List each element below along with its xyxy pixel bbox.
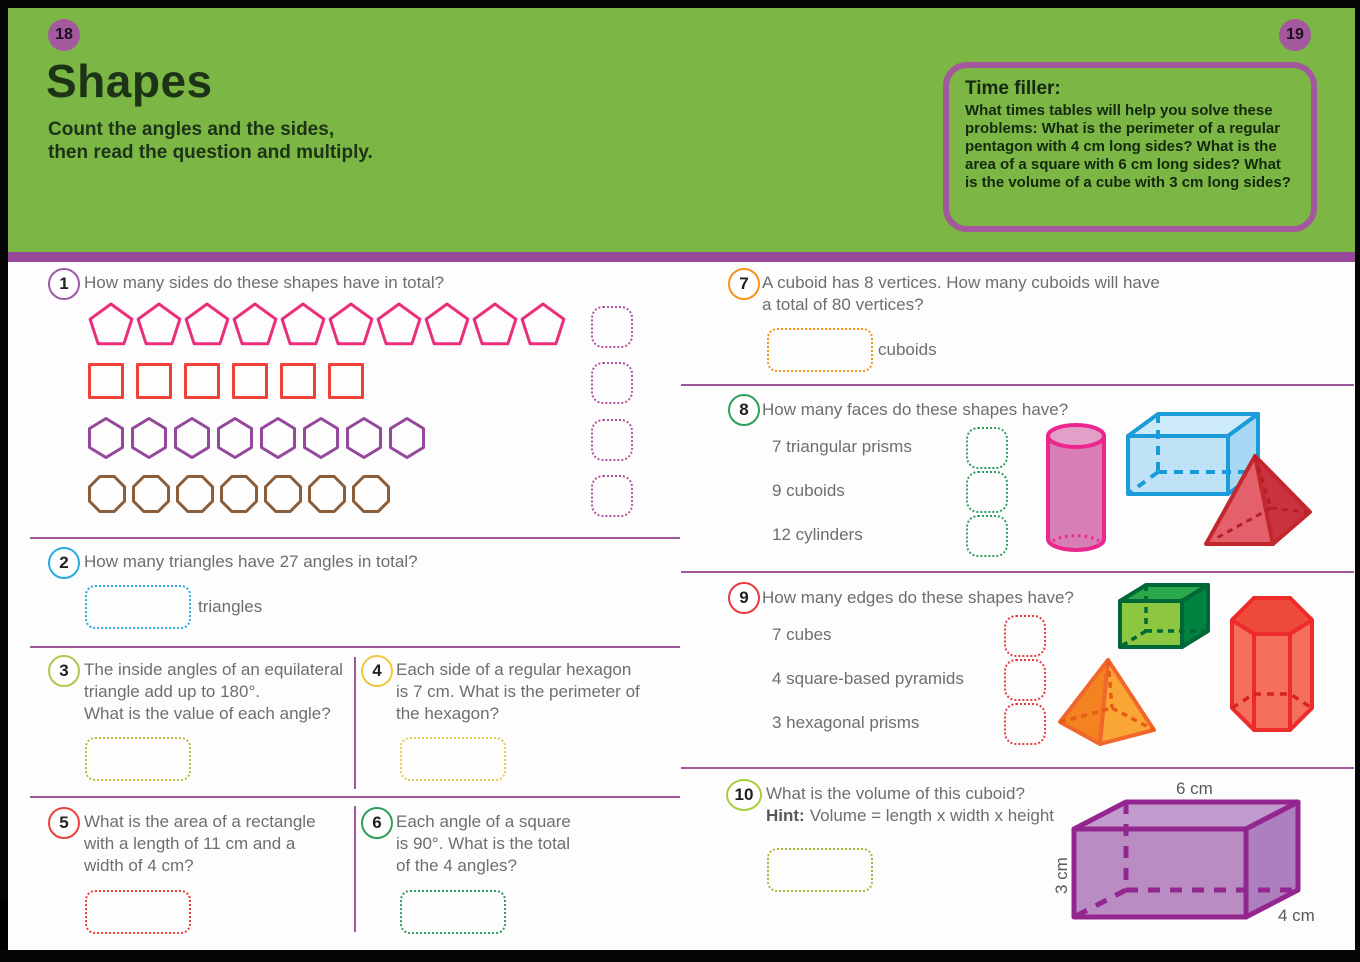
pentagon-shape: [328, 302, 374, 347]
q7-answer-box[interactable]: [767, 328, 873, 372]
hexagon-shape: [303, 417, 339, 459]
q7-line-2: a total of 80 vertices?: [762, 295, 924, 314]
q10-answer-box[interactable]: [767, 848, 873, 892]
rule-under-q3-q4: [30, 796, 680, 798]
q1-row-pentagons: [88, 302, 568, 347]
bottom-border: [0, 950, 1360, 962]
rule-under-q1: [30, 537, 680, 539]
pentagon-shape: [520, 302, 566, 347]
subtitle-line-2: then read the question and multiply.: [48, 142, 373, 163]
q8-answer-box-1[interactable]: [966, 427, 1008, 469]
q7-answer-unit: cuboids: [878, 340, 937, 359]
subtitle-line-1: Count the angles and the sides,: [48, 119, 335, 140]
pentagon-shape: [88, 302, 134, 347]
divider-q3-q4: [354, 657, 356, 789]
q9-answer-box-3[interactable]: [1004, 703, 1046, 745]
rule-under-q7: [681, 384, 1354, 386]
pentagon-shape: [232, 302, 278, 347]
q3-line-1: The inside angles of an equilateral: [84, 660, 343, 679]
question-8-text: How many faces do these shapes have?: [762, 400, 1069, 419]
question-10-text: What is the volume of this cuboid?: [766, 784, 1025, 803]
q10-hint-text: Volume = length x width x height: [809, 806, 1055, 825]
pentagon-shape: [472, 302, 518, 347]
q8-item-1: 7 triangular prisms: [772, 437, 912, 456]
q4-line-3: the hexagon?: [396, 704, 500, 723]
q5-line-3: width of 4 cm?: [84, 856, 194, 875]
rule-under-q8: [681, 571, 1354, 573]
question-9-text: How many edges do these shapes have?: [762, 588, 1074, 607]
question-2-number: 2: [48, 547, 80, 579]
left-border: [0, 0, 8, 900]
q4-line-1: Each side of a regular hexagon: [396, 660, 632, 679]
q1-answer-box-3[interactable]: [591, 419, 633, 461]
page-number-right: 19: [1279, 19, 1311, 51]
cuboid-height-label: 3 cm: [1052, 857, 1071, 894]
q8-item-2: 9 cuboids: [772, 481, 845, 500]
time-filler-title: Time filler:: [965, 78, 1061, 99]
q2-answer-box[interactable]: [85, 585, 191, 629]
q1-answer-box-1[interactable]: [591, 306, 633, 348]
q5-line-2: with a length of 11 cm and a: [84, 834, 296, 853]
q3-line-2: triangle add up to 180°.: [84, 682, 260, 701]
q6-line-3: of the 4 angles?: [396, 856, 517, 875]
pentagon-shape: [376, 302, 422, 347]
question-1-text: How many sides do these shapes have in total?: [84, 273, 445, 292]
question-3-number: 3: [48, 655, 80, 687]
square-shape: [280, 363, 316, 399]
cube-illustration: [1116, 581, 1212, 651]
time-filler-body: What times tables will help you solve these problems: What is the perimeter of a regular pentagon with 4 cm long sides? What is the area of a square with 6 cm long sides? What is the volume of a cube with 3 cm long sides?: [965, 102, 1291, 191]
hexagonal-prism-illustration: [1226, 588, 1318, 748]
question-7-text: [762, 272, 1160, 316]
question-1-number: 1: [48, 268, 80, 300]
octagon-shape: [176, 475, 214, 513]
q9-item-2: 4 square-based pyramids: [772, 669, 964, 688]
q10-hint-label: Hint:: [766, 806, 805, 825]
hexagon-shape: [174, 417, 210, 459]
square-shape: [136, 363, 172, 399]
question-9-number: 9: [728, 582, 760, 614]
page-title: Shapes: [46, 55, 213, 107]
q9-answer-box-2[interactable]: [1004, 659, 1046, 701]
hexagon-shape: [88, 417, 124, 459]
q7-line-1: A cuboid has 8 vertices. How many cuboids will have: [762, 273, 1160, 292]
q1-row-squares: [88, 363, 376, 399]
cylinder-illustration: [1043, 422, 1109, 554]
pentagon-shape: [136, 302, 182, 347]
pentagon-shape: [184, 302, 230, 347]
hexagon-shape: [389, 417, 425, 459]
square-shape: [328, 363, 364, 399]
q6-line-1: Each angle of a square: [396, 812, 571, 831]
square-shape: [88, 363, 124, 399]
q4-line-2: is 7 cm. What is the perimeter of: [396, 682, 640, 701]
labelled-cuboid-illustration: [1066, 791, 1310, 925]
q4-answer-box[interactable]: [400, 737, 506, 781]
right-border: [1355, 0, 1360, 950]
q8-answer-box-2[interactable]: [966, 471, 1008, 513]
q3-line-3: What is the value of each angle?: [84, 704, 331, 723]
header-divider-band: [8, 252, 1355, 262]
q1-answer-box-4[interactable]: [591, 475, 633, 517]
q6-line-2: is 90°. What is the total: [396, 834, 571, 853]
question-4-number: 4: [361, 655, 393, 687]
square-pyramid-illustration: [1056, 656, 1160, 750]
question-10-hint: [766, 805, 1054, 827]
q1-row-hexagons: [88, 417, 432, 459]
pentagon-shape: [280, 302, 326, 347]
q8-answer-box-3[interactable]: [966, 515, 1008, 557]
octagon-shape: [264, 475, 302, 513]
q5-line-1: What is the area of a rectangle: [84, 812, 316, 831]
question-2-text: How many triangles have 27 angles in total?: [84, 552, 418, 571]
octagon-shape: [88, 475, 126, 513]
question-8-number: 8: [728, 394, 760, 426]
question-10-number: 10: [726, 779, 762, 811]
triangular-prism-illustration: [1203, 450, 1315, 548]
square-shape: [184, 363, 220, 399]
rule-under-q9: [681, 767, 1354, 769]
octagon-shape: [220, 475, 258, 513]
question-7-number: 7: [728, 268, 760, 300]
octagon-shape: [132, 475, 170, 513]
question-4-text: [396, 659, 640, 725]
q9-item-1: 7 cubes: [772, 625, 832, 644]
q1-row-octagons: [88, 475, 396, 513]
question-3-text: [84, 659, 343, 725]
q2-answer-unit: triangles: [198, 597, 263, 616]
q9-item-3: 3 hexagonal prisms: [772, 713, 920, 732]
hexagon-shape: [260, 417, 296, 459]
page-number-left: 18: [48, 19, 80, 51]
octagon-shape: [352, 475, 390, 513]
q6-answer-box[interactable]: [400, 890, 506, 934]
page-subtitle: [48, 118, 373, 164]
time-filler-box: [943, 62, 1317, 232]
divider-q5-q6: [354, 806, 356, 932]
top-border: [0, 0, 1360, 8]
question-5-text: [84, 811, 316, 877]
hexagon-shape: [217, 417, 253, 459]
hexagon-shape: [131, 417, 167, 459]
q1-answer-box-2[interactable]: [591, 362, 633, 404]
question-6-number: 6: [361, 807, 393, 839]
cuboid-width-label: 4 cm: [1278, 906, 1315, 925]
rule-under-q2: [30, 646, 680, 648]
cuboid-length-label: 6 cm: [1176, 779, 1213, 798]
q3-answer-box[interactable]: [85, 737, 191, 781]
octagon-shape: [308, 475, 346, 513]
question-6-text: [396, 811, 571, 877]
hexagon-shape: [346, 417, 382, 459]
q5-answer-box[interactable]: [85, 890, 191, 934]
question-5-number: 5: [48, 807, 80, 839]
q8-item-3: 12 cylinders: [772, 525, 863, 544]
square-shape: [232, 363, 268, 399]
pentagon-shape: [424, 302, 470, 347]
q9-answer-box-1[interactable]: [1004, 615, 1046, 657]
